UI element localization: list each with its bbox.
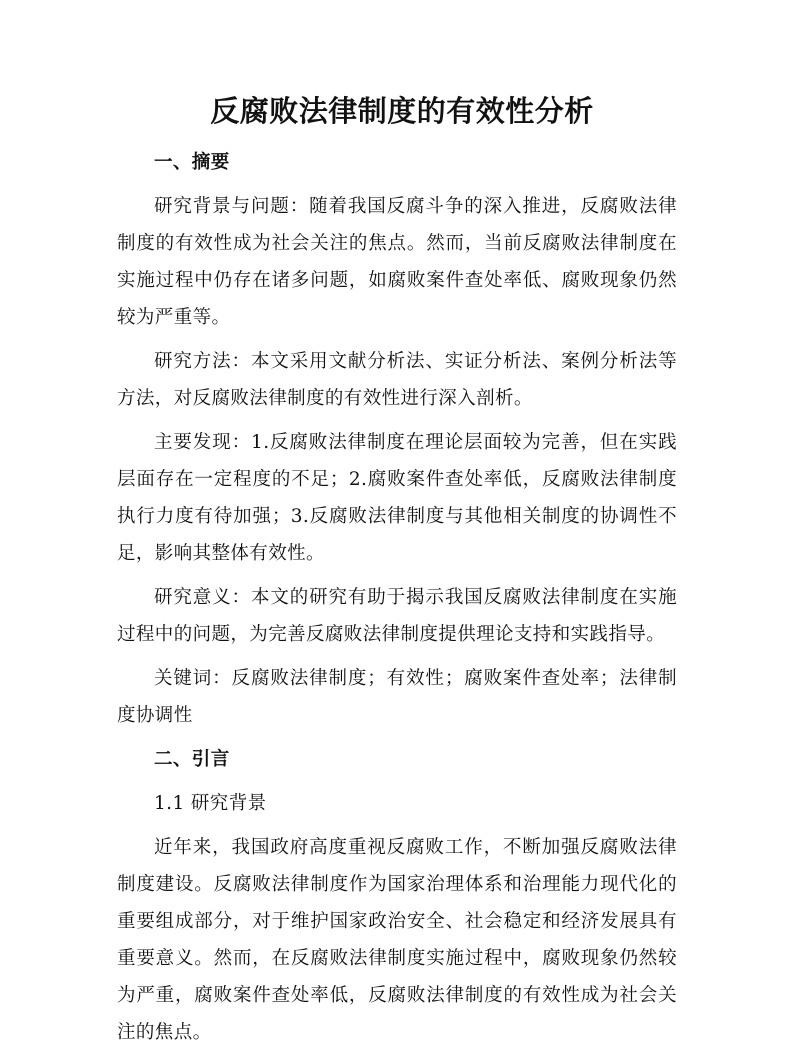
document-title: 反腐败法律制度的有效性分析 bbox=[210, 96, 594, 128]
subsection-heading-background: 1.1 研究背景 bbox=[154, 793, 267, 814]
section-heading-introduction: 二、引言 bbox=[154, 749, 230, 770]
document-body bbox=[117, 144, 677, 1058]
abstract-background-paragraph: 研究背景与问题：随着我国反腐斗争的深入推进，反腐败法律制度的有效性成为社会关注的焦点。然而，当前反腐败法律制度在实施过程中仍存在诸多问题，如腐败案件查处率低、腐败现象仍然较为严重等。 bbox=[117, 196, 677, 328]
abstract-methods-paragraph: 研究方法：本文采用文献分析法、实证分析法、案例分析法等方法，对反腐败法律制度的有效性进行深入剖析。 bbox=[117, 351, 677, 409]
abstract-findings-paragraph: 主要发现：1.反腐败法律制度在理论层面较为完善，但在实践层面存在一定程度的不足；2.腐败案件查处率低，反腐败法律制度执行力度有待加强；3.反腐败法律制度与其他相关制度的协调性不足，影响其整体有效性。 bbox=[117, 432, 677, 564]
introduction-background-paragraph: 近年来，我国政府高度重视反腐败工作，不断加强反腐败法律制度建设。反腐败法律制度作为国家治理体系和治理能力现代化的重要组成部分，对于维护国家政治安全、社会稳定和经济发展具有重要意义。然而，在反腐败法律制度实施过程中，腐败现象仍然较为严重，腐败案件查处率低，反腐败法律制度的有效性成为社会关注的焦点。 bbox=[117, 837, 677, 1043]
abstract-significance-paragraph: 研究意义：本文的研究有助于揭示我国反腐败法律制度在实施过程中的问题，为完善反腐败法律制度提供理论支持和实践指导。 bbox=[117, 587, 677, 645]
keywords-paragraph: 关键词：反腐败法律制度；有效性；腐败案件查处率；法律制度协调性 bbox=[117, 668, 677, 726]
section-heading-abstract: 一、摘要 bbox=[154, 152, 230, 173]
